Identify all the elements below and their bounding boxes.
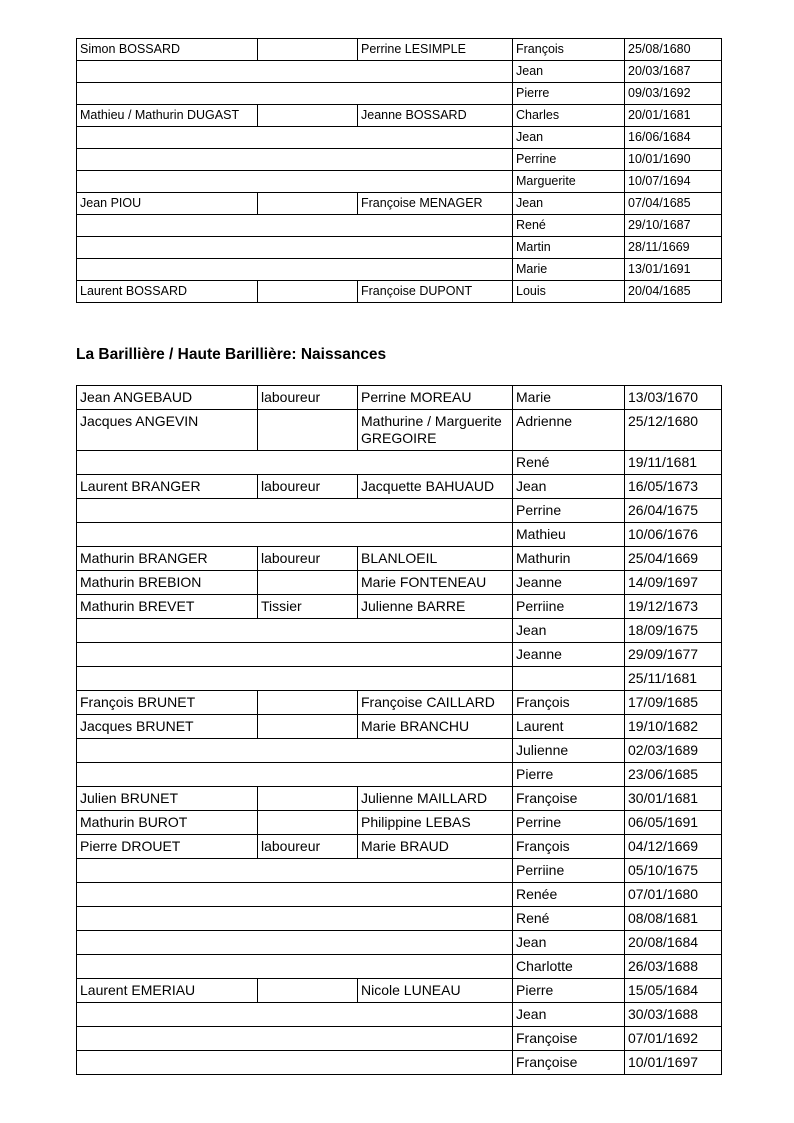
occupation-cell: laboureur [258, 835, 358, 859]
child-name-cell: Julienne [513, 739, 625, 763]
birth-date-cell: 19/10/1682 [625, 715, 722, 739]
father-cell: François BRUNET [77, 691, 258, 715]
child-name-cell: René [513, 907, 625, 931]
child-name-cell: Jean [513, 619, 625, 643]
child-name-cell: Martin [513, 237, 625, 259]
child-name-cell: François [513, 835, 625, 859]
child-name-cell: Perrine [513, 149, 625, 171]
child-name-cell: Pierre [513, 83, 625, 105]
birth-date-cell: 29/09/1677 [625, 643, 722, 667]
table-row [77, 1003, 722, 1027]
parents-continuation-cell [77, 643, 513, 667]
child-name-cell: Marie [513, 386, 625, 410]
mother-cell: Jacquette BAHUAUD [358, 475, 513, 499]
occupation-cell [258, 571, 358, 595]
mother-cell: Françoise DUPONT [358, 281, 513, 303]
table-row [77, 715, 722, 739]
child-name-cell: François [513, 39, 625, 61]
father-cell: Laurent BOSSARD [77, 281, 258, 303]
parents-continuation-cell [77, 1027, 513, 1051]
birth-date-cell: 19/12/1673 [625, 595, 722, 619]
birth-date-cell: 20/03/1687 [625, 61, 722, 83]
birth-date-cell: 10/01/1697 [625, 1051, 722, 1075]
table-2-body [77, 386, 722, 1075]
child-name-cell: Jeanne [513, 643, 625, 667]
parents-continuation-cell [77, 149, 513, 171]
birth-date-cell: 13/01/1691 [625, 259, 722, 281]
parents-continuation-cell [77, 523, 513, 547]
birth-date-cell: 17/09/1685 [625, 691, 722, 715]
mother-cell: Mathurine / Marguerite GREGOIRE [358, 410, 513, 451]
birth-date-cell: 26/04/1675 [625, 499, 722, 523]
mother-cell: Françoise CAILLARD [358, 691, 513, 715]
birth-date-cell: 16/06/1684 [625, 127, 722, 149]
child-name-cell: Françoise [513, 1027, 625, 1051]
child-name-cell: Charles [513, 105, 625, 127]
birth-date-cell: 30/01/1681 [625, 787, 722, 811]
parents-continuation-cell [77, 61, 513, 83]
mother-cell: Marie BRANCHU [358, 715, 513, 739]
table-row [77, 127, 722, 149]
parents-continuation-cell [77, 1003, 513, 1027]
table-row [77, 499, 722, 523]
table-row [77, 105, 722, 127]
birth-date-cell: 10/06/1676 [625, 523, 722, 547]
father-cell: Mathurin BREBION [77, 571, 258, 595]
occupation-cell [258, 410, 358, 451]
section-heading: La Barillière / Haute Barillière: Naissances [76, 346, 387, 363]
table-row [77, 149, 722, 171]
parents-continuation-cell [77, 859, 513, 883]
occupation-cell [258, 811, 358, 835]
table-row [77, 281, 722, 303]
child-name-cell: René [513, 451, 625, 475]
baptism-table-1 [76, 38, 722, 303]
table-row [77, 1027, 722, 1051]
child-name-cell: Jean [513, 193, 625, 215]
father-cell: Laurent BRANGER [77, 475, 258, 499]
baptism-table-2 [76, 385, 722, 1075]
parents-continuation-cell [77, 907, 513, 931]
table-row [77, 171, 722, 193]
occupation-cell: laboureur [258, 475, 358, 499]
table-row [77, 619, 722, 643]
child-name-cell: Charlotte [513, 955, 625, 979]
birth-date-cell: 28/11/1669 [625, 237, 722, 259]
child-name-cell: Marguerite [513, 171, 625, 193]
birth-date-cell: 20/08/1684 [625, 931, 722, 955]
birth-date-cell: 15/05/1684 [625, 979, 722, 1003]
birth-date-cell: 05/10/1675 [625, 859, 722, 883]
birth-date-cell: 10/07/1694 [625, 171, 722, 193]
table-row [77, 763, 722, 787]
mother-cell: Nicole LUNEAU [358, 979, 513, 1003]
mother-cell: Perrine MOREAU [358, 386, 513, 410]
occupation-cell [258, 715, 358, 739]
birth-date-cell: 25/11/1681 [625, 667, 722, 691]
parents-continuation-cell [77, 763, 513, 787]
birth-date-cell: 19/11/1681 [625, 451, 722, 475]
child-name-cell: Jean [513, 61, 625, 83]
child-name-cell: Louis [513, 281, 625, 303]
occupation-cell [258, 193, 358, 215]
birth-date-cell: 10/01/1690 [625, 149, 722, 171]
table-row [77, 907, 722, 931]
mother-cell: Françoise MENAGER [358, 193, 513, 215]
birth-date-cell: 26/03/1688 [625, 955, 722, 979]
child-name-cell: Jean [513, 931, 625, 955]
father-cell: Pierre DROUET [77, 835, 258, 859]
father-cell: Mathurin BRANGER [77, 547, 258, 571]
child-name-cell: Jeanne [513, 571, 625, 595]
parents-continuation-cell [77, 259, 513, 281]
birth-date-cell: 29/10/1687 [625, 215, 722, 237]
parents-continuation-cell [77, 931, 513, 955]
table-row [77, 215, 722, 237]
father-cell: Jean PIOU [77, 193, 258, 215]
birth-date-cell: 25/08/1680 [625, 39, 722, 61]
child-name-cell: Pierre [513, 763, 625, 787]
parents-continuation-cell [77, 955, 513, 979]
occupation-cell [258, 281, 358, 303]
occupation-cell: Tissier [258, 595, 358, 619]
birth-date-cell: 20/04/1685 [625, 281, 722, 303]
table-row [77, 386, 722, 410]
occupation-cell [258, 787, 358, 811]
child-name-cell: Françoise [513, 787, 625, 811]
table-row [77, 475, 722, 499]
mother-cell: Marie BRAUD [358, 835, 513, 859]
table-row [77, 883, 722, 907]
father-cell: Simon BOSSARD [77, 39, 258, 61]
parents-continuation-cell [77, 739, 513, 763]
father-cell: Julien BRUNET [77, 787, 258, 811]
child-name-cell: Mathieu [513, 523, 625, 547]
mother-cell: Marie FONTENEAU [358, 571, 513, 595]
child-name-cell: Mathurin [513, 547, 625, 571]
table-row [77, 83, 722, 105]
birth-date-cell: 08/08/1681 [625, 907, 722, 931]
table-1-body [77, 39, 722, 303]
mother-cell: Julienne BARRE [358, 595, 513, 619]
child-name-cell: Perriine [513, 859, 625, 883]
occupation-cell [258, 979, 358, 1003]
parents-continuation-cell [77, 451, 513, 475]
table-row [77, 739, 722, 763]
table-row [77, 691, 722, 715]
parents-continuation-cell [77, 127, 513, 149]
mother-cell: Perrine LESIMPLE [358, 39, 513, 61]
birth-date-cell: 02/03/1689 [625, 739, 722, 763]
table-row [77, 237, 722, 259]
birth-date-cell: 20/01/1681 [625, 105, 722, 127]
table-row [77, 979, 722, 1003]
child-name-cell: Pierre [513, 979, 625, 1003]
parents-continuation-cell [77, 619, 513, 643]
table-row [77, 835, 722, 859]
parents-continuation-cell [77, 883, 513, 907]
birth-date-cell: 25/12/1680 [625, 410, 722, 451]
table-row [77, 811, 722, 835]
parents-continuation-cell [77, 171, 513, 193]
birth-date-cell: 13/03/1670 [625, 386, 722, 410]
parents-continuation-cell [77, 83, 513, 105]
table-row [77, 410, 722, 451]
father-cell: Laurent EMERIAU [77, 979, 258, 1003]
father-cell: Mathurin BREVET [77, 595, 258, 619]
child-name-cell: Adrienne [513, 410, 625, 451]
occupation-cell: laboureur [258, 547, 358, 571]
table-row [77, 787, 722, 811]
parents-continuation-cell [77, 237, 513, 259]
table-row [77, 61, 722, 83]
parents-continuation-cell [77, 499, 513, 523]
child-name-cell: Jean [513, 1003, 625, 1027]
table-row [77, 667, 722, 691]
child-name-cell: Jean [513, 127, 625, 149]
child-name-cell: Françoise [513, 1051, 625, 1075]
father-cell: Jacques ANGEVIN [77, 410, 258, 451]
child-name-cell: Perrine [513, 811, 625, 835]
occupation-cell: laboureur [258, 386, 358, 410]
child-name-cell: Laurent [513, 715, 625, 739]
table-row [77, 39, 722, 61]
birth-date-cell: 18/09/1675 [625, 619, 722, 643]
father-cell: Jacques BRUNET [77, 715, 258, 739]
birth-date-cell: 06/05/1691 [625, 811, 722, 835]
table-row [77, 523, 722, 547]
occupation-cell [258, 691, 358, 715]
child-name-cell: Jean [513, 475, 625, 499]
child-name-cell: Perriine [513, 595, 625, 619]
parents-continuation-cell [77, 215, 513, 237]
mother-cell: Jeanne BOSSARD [358, 105, 513, 127]
birth-date-cell: 07/04/1685 [625, 193, 722, 215]
child-name-cell: Marie [513, 259, 625, 281]
table-row [77, 1051, 722, 1075]
father-cell: Mathurin BUROT [77, 811, 258, 835]
table-row [77, 451, 722, 475]
father-cell: Jean ANGEBAUD [77, 386, 258, 410]
table-row [77, 193, 722, 215]
table-row [77, 547, 722, 571]
table-row [77, 643, 722, 667]
birth-date-cell: 09/03/1692 [625, 83, 722, 105]
table-row [77, 955, 722, 979]
birth-date-cell: 07/01/1680 [625, 883, 722, 907]
parents-continuation-cell [77, 1051, 513, 1075]
table-row [77, 595, 722, 619]
birth-date-cell: 25/04/1669 [625, 547, 722, 571]
birth-date-cell: 23/06/1685 [625, 763, 722, 787]
table-row [77, 931, 722, 955]
mother-cell: BLANLOEIL [358, 547, 513, 571]
birth-date-cell: 16/05/1673 [625, 475, 722, 499]
child-name-cell: Perrine [513, 499, 625, 523]
mother-cell: Julienne MAILLARD [358, 787, 513, 811]
birth-date-cell: 30/03/1688 [625, 1003, 722, 1027]
birth-date-cell: 07/01/1692 [625, 1027, 722, 1051]
occupation-cell [258, 105, 358, 127]
child-name-cell: René [513, 215, 625, 237]
birth-date-cell: 04/12/1669 [625, 835, 722, 859]
child-name-cell [513, 667, 625, 691]
birth-date-cell: 14/09/1697 [625, 571, 722, 595]
occupation-cell [258, 39, 358, 61]
table-row [77, 859, 722, 883]
child-name-cell: François [513, 691, 625, 715]
table-row [77, 259, 722, 281]
table-row [77, 571, 722, 595]
child-name-cell: Renée [513, 883, 625, 907]
father-cell: Mathieu / Mathurin DUGAST [77, 105, 258, 127]
parents-continuation-cell [77, 667, 513, 691]
mother-cell: Philippine LEBAS [358, 811, 513, 835]
